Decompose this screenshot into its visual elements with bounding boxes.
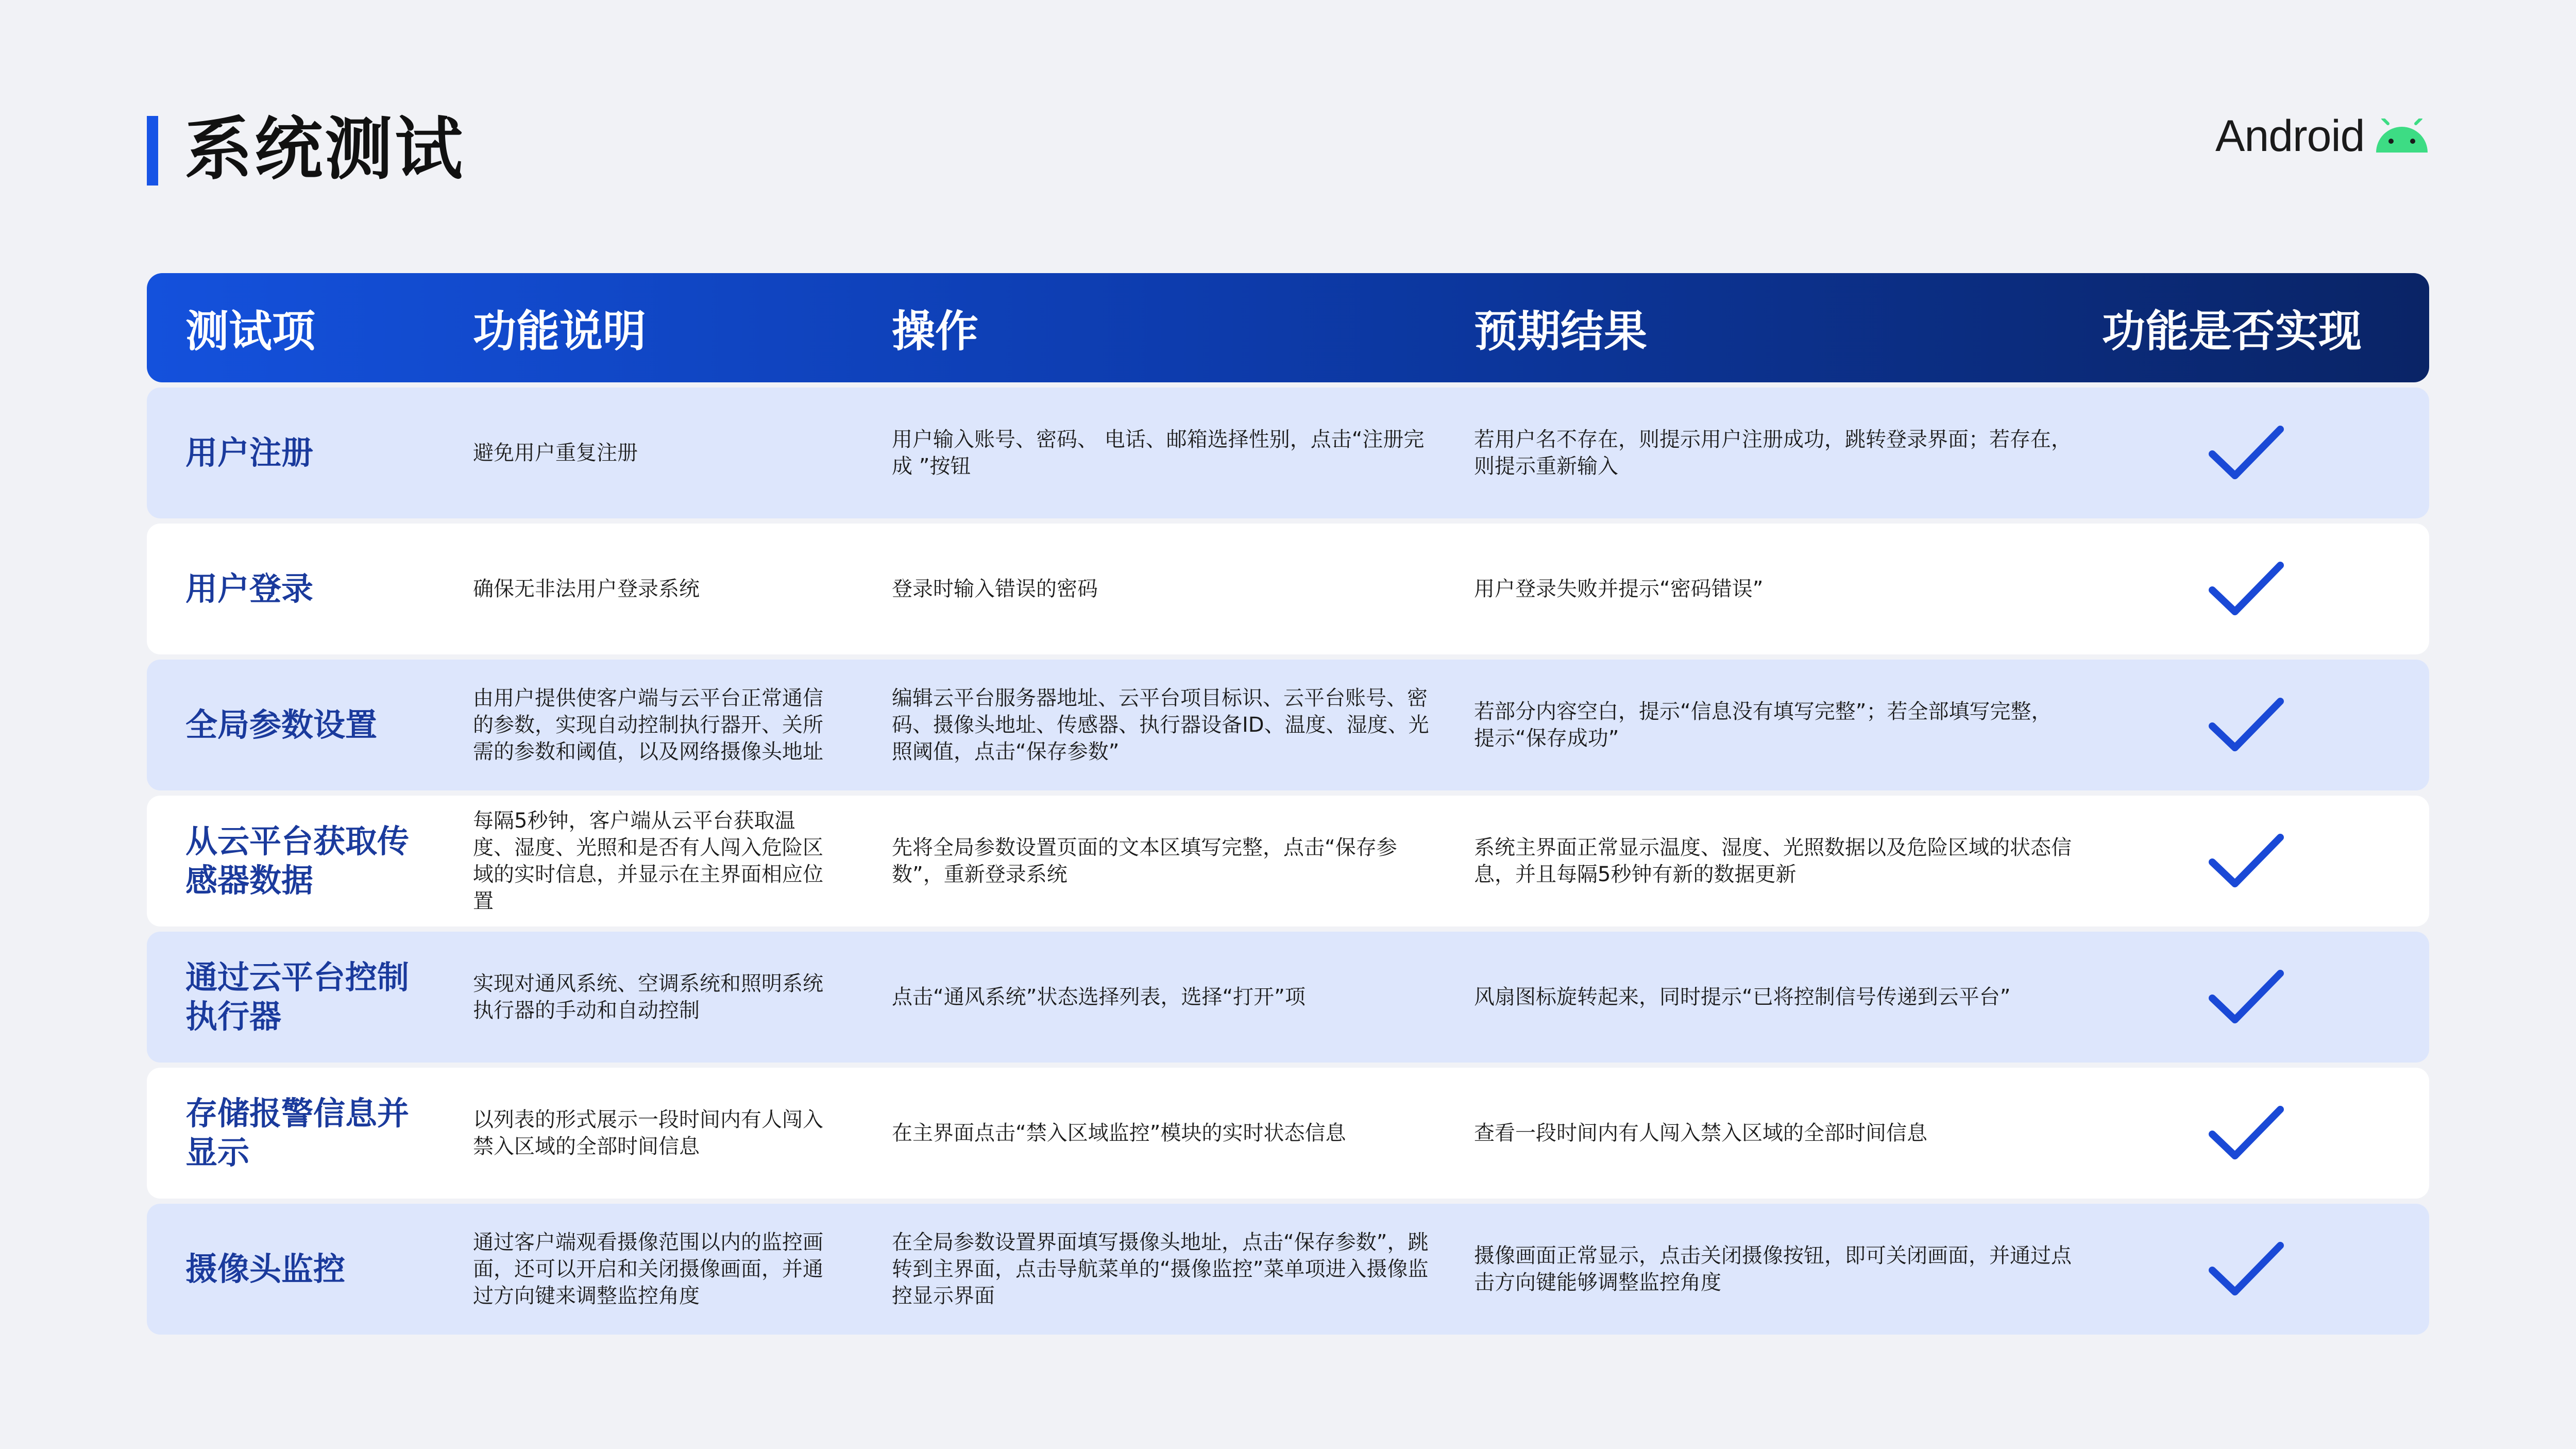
check-icon	[2205, 558, 2287, 620]
table-row	[147, 387, 2429, 518]
header-expected-result: 预期结果	[1474, 306, 1648, 357]
check-icon	[2205, 1102, 2287, 1164]
header-test-item: 测试项	[185, 306, 316, 357]
test-item-name: 存储报警信息并显示	[185, 1094, 410, 1171]
test-item-name: 全局参数设置	[185, 706, 378, 744]
page-title: 系统测试	[184, 110, 465, 189]
table-header	[147, 273, 2429, 382]
check-icon	[2205, 694, 2287, 756]
check-icon	[2205, 830, 2287, 892]
table-row	[147, 660, 2429, 790]
header-function-description: 功能说明	[473, 306, 647, 357]
expected-result: 若部分内容空白，提示“信息没有填写完整”；若全部填写完整，提示“保存成功”	[1474, 700, 2052, 750]
android-robot-icon	[2374, 119, 2430, 155]
test-table	[147, 273, 2429, 1335]
header-implemented: 功能是否实现	[2102, 306, 2362, 357]
header-operation: 操作	[892, 306, 979, 357]
expected-result: 查看一段时间内有人闯入禁入区域的全部时间信息	[1474, 1121, 1927, 1145]
function-description: 避免用户重复注册	[473, 441, 638, 465]
function-description: 实现对通风系统、空调系统和照明系统执行器的手动和自动控制	[473, 972, 823, 1022]
table-row	[147, 932, 2429, 1063]
check-icon	[2205, 1238, 2287, 1300]
table-row	[147, 796, 2429, 926]
expected-result: 用户登录失败并提示“密码错误”	[1474, 577, 1764, 601]
expected-result: 若用户名不存在，则提示用户注册成功，跳转登录界面；若存在，则提示重新输入	[1474, 428, 2072, 478]
test-item-name: 用户注册	[185, 434, 314, 471]
function-description: 通过客户端观看摄像范围以内的监控画面，还可以开启和关闭摄像画面，并通过方向键来调整监控角度	[473, 1231, 823, 1308]
test-item-name: 摄像头监控	[185, 1250, 346, 1288]
operation-text: 先将全局参数设置页面的文本区填写完整，点击“保存参数”，重新登录系统	[892, 836, 1397, 886]
table-row	[147, 1204, 2429, 1335]
function-description: 以列表的形式展示一段时间内有人闯入禁入区域的全部时间信息	[473, 1108, 823, 1158]
android-logo	[2215, 111, 2430, 162]
expected-result: 系统主界面正常显示温度、湿度、光照数据以及危险区域的状态信息，并且每隔5秒钟有新的数据更新	[1474, 836, 2072, 886]
function-description: 每隔5秒钟，客户端从云平台获取温度、湿度、光照和是否有人闯入危险区域的实时信息，并显示在主界面相应位置	[473, 809, 823, 913]
table-row	[147, 1068, 2429, 1199]
test-item-name: 用户登录	[185, 570, 314, 608]
function-description: 确保无非法用户登录系统	[473, 577, 700, 601]
operation-text: 编辑云平台服务器地址、云平台项目标识、云平台账号、密码、摄像头地址、传感器、执行器设备ID、温度、湿度、光照阈值，点击“保存参数”	[892, 686, 1429, 764]
expected-result: 风扇图标旋转起来，同时提示“已将控制信号传递到云平台”	[1474, 985, 2011, 1009]
operation-text: 在全局参数设置界面填写摄像头地址，点击“保存参数”，跳转到主界面，点击导航菜单的“摄像监控”菜单项进入摄像监控显示界面	[892, 1231, 1429, 1308]
operation-text: 登录时输入错误的密码	[892, 577, 1098, 601]
operation-text: 点击“通风系统”状态选择列表，选择“打开”项	[892, 985, 1306, 1009]
test-item-name: 从云平台获取传感器数据	[185, 822, 410, 899]
logo-text: Android	[2215, 111, 2365, 161]
expected-result: 摄像画面正常显示，点击关闭摄像按钮，即可关闭画面，并通过点击方向键能够调整监控角度	[1474, 1244, 2072, 1294]
table-row	[147, 524, 2429, 654]
title-accent-bar	[147, 116, 158, 186]
check-icon	[2205, 966, 2287, 1028]
operation-text: 用户输入账号、密码、 电话、邮箱选择性别，点击“注册完成 ”按钮	[892, 428, 1425, 478]
function-description: 由用户提供使客户端与云平台正常通信的参数，实现自动控制执行器开、关所需的参数和阈值，以及网络摄像头地址	[473, 686, 823, 764]
test-item-name: 通过云平台控制执行器	[185, 958, 410, 1035]
operation-text: 在主界面点击“禁入区域监控”模块的实时状态信息	[892, 1121, 1346, 1145]
check-icon	[2205, 422, 2287, 484]
